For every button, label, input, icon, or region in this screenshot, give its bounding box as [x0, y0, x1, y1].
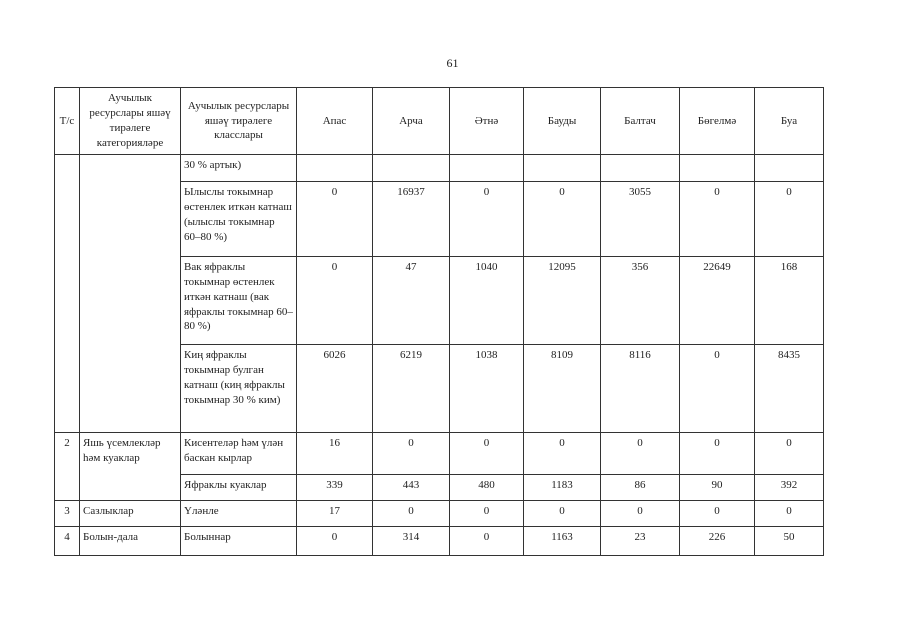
- value-cell: 0: [601, 501, 680, 527]
- value-cell: 392: [755, 475, 824, 501]
- class-cell: Киң яфраклы токымнар булган катнаш (киң яфраклы токымнар 30 % ким): [181, 345, 297, 433]
- header-category: Аучылык ресурслары яшәү тирәлеге категорияләре: [80, 88, 181, 155]
- value-cell: 22649: [680, 257, 755, 345]
- value-cell: 0: [450, 527, 524, 556]
- value-cell: 1040: [450, 257, 524, 345]
- value-cell: 1183: [524, 475, 601, 501]
- value-cell: 3055: [601, 182, 680, 257]
- value-cell: 50: [755, 527, 824, 556]
- value-cell: 314: [373, 527, 450, 556]
- value-cell: [680, 155, 755, 182]
- index-cell: [55, 155, 80, 433]
- category-cell: Яшь үсемлекләр һәм куаклар: [80, 433, 181, 501]
- value-cell: 339: [297, 475, 373, 501]
- value-cell: 0: [450, 501, 524, 527]
- value-cell: [297, 155, 373, 182]
- value-cell: 0: [450, 433, 524, 475]
- header-index: Т/с: [55, 88, 80, 155]
- header-class: Аучылык ресурслары яшәү тирәлеге класслары: [181, 88, 297, 155]
- value-cell: 0: [755, 182, 824, 257]
- value-cell: [755, 155, 824, 182]
- value-cell: 8109: [524, 345, 601, 433]
- header-district: Арча: [373, 88, 450, 155]
- class-cell: Вак яфраклы токымнар өстенлек иткән катнаш (вак яфраклы токымнар 60–80 %): [181, 257, 297, 345]
- value-cell: [601, 155, 680, 182]
- value-cell: 6219: [373, 345, 450, 433]
- value-cell: 168: [755, 257, 824, 345]
- class-cell: Болыннар: [181, 527, 297, 556]
- value-cell: 12095: [524, 257, 601, 345]
- value-cell: 0: [524, 182, 601, 257]
- header-row: [55, 88, 824, 155]
- header-district: Буа: [755, 88, 824, 155]
- value-cell: 8116: [601, 345, 680, 433]
- header-district: Бөгелмә: [680, 88, 755, 155]
- value-cell: 0: [755, 433, 824, 475]
- value-cell: 480: [450, 475, 524, 501]
- index-cell: 4: [55, 527, 80, 556]
- value-cell: 226: [680, 527, 755, 556]
- value-cell: 23: [601, 527, 680, 556]
- value-cell: 6026: [297, 345, 373, 433]
- value-cell: 90: [680, 475, 755, 501]
- class-cell: Үләнле: [181, 501, 297, 527]
- value-cell: 1163: [524, 527, 601, 556]
- value-cell: 1038: [450, 345, 524, 433]
- value-cell: [524, 155, 601, 182]
- value-cell: 0: [680, 501, 755, 527]
- value-cell: 47: [373, 257, 450, 345]
- header-district: Апас: [297, 88, 373, 155]
- value-cell: 0: [373, 501, 450, 527]
- value-cell: 0: [297, 257, 373, 345]
- value-cell: [450, 155, 524, 182]
- value-cell: 0: [450, 182, 524, 257]
- value-cell: 0: [373, 433, 450, 475]
- category-cell: Сазлыклар: [80, 501, 181, 527]
- value-cell: 8435: [755, 345, 824, 433]
- value-cell: 16937: [373, 182, 450, 257]
- value-cell: 0: [524, 433, 601, 475]
- value-cell: 0: [680, 433, 755, 475]
- value-cell: [373, 155, 450, 182]
- index-cell: 2: [55, 433, 80, 501]
- value-cell: 17: [297, 501, 373, 527]
- header-district: Бауды: [524, 88, 601, 155]
- value-cell: 0: [297, 527, 373, 556]
- value-cell: 16: [297, 433, 373, 475]
- header-district: Әтнә: [450, 88, 524, 155]
- table-row: [55, 527, 824, 556]
- value-cell: 86: [601, 475, 680, 501]
- class-cell: Кисентеләр һәм үлән баскан кырлар: [181, 433, 297, 475]
- table-row: [55, 155, 824, 182]
- habitat-table: [54, 87, 824, 556]
- value-cell: 0: [755, 501, 824, 527]
- category-cell: [80, 155, 181, 433]
- value-cell: 0: [297, 182, 373, 257]
- value-cell: 356: [601, 257, 680, 345]
- class-cell: Яфраклы куаклар: [181, 475, 297, 501]
- header-district: Балтач: [601, 88, 680, 155]
- value-cell: 0: [601, 433, 680, 475]
- value-cell: 0: [680, 182, 755, 257]
- page-number: 61: [446, 56, 459, 70]
- value-cell: 0: [524, 501, 601, 527]
- value-cell: 0: [680, 345, 755, 433]
- class-cell: Ылыслы токымнар өстенлек иткән катнаш (ылыслы токымнар 60–80 %): [181, 182, 297, 257]
- table-row: [55, 501, 824, 527]
- category-cell: Болын-дала: [80, 527, 181, 556]
- table-row: [55, 433, 824, 475]
- index-cell: 3: [55, 501, 80, 527]
- class-cell: 30 % артык): [181, 155, 297, 182]
- value-cell: 443: [373, 475, 450, 501]
